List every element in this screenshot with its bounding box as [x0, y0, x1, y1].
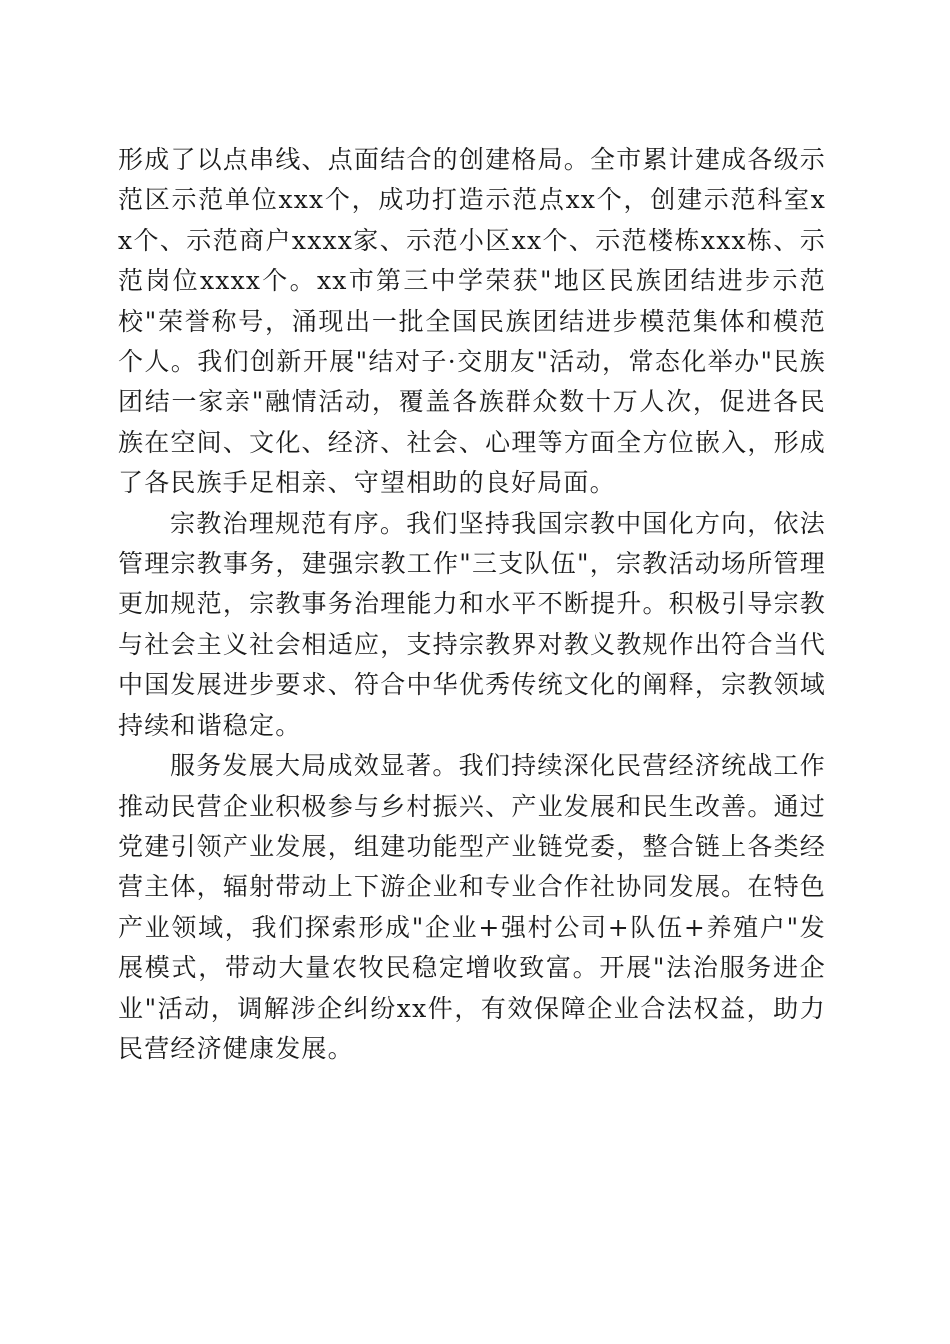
- document-body: [118, 140, 826, 1069]
- paragraph-development-service: 服务发展大局成效显著。我们持续深化民营经济统战工作推动民营企业积极参与乡村振兴、产业发展和民生改善。通过党建引领产业发展，组建功能型产业链党委，整合链上各类经营主体，辐射带动上下游企业和专业合作社协同发展。在特色产业领域，我们探索形成"企业+强村公司+队伍+养殖户"发展模式，带动大量农牧民稳定增收致富。开展"法治服务进企业"活动，调解涉企纠纷xx件，有效保障企业合法权益，助力民营经济健康发展。: [118, 751, 826, 1063]
- paragraph-religious-governance: 宗教治理规范有序。我们坚持我国宗教中国化方向，依法管理宗教事务，建强宗教工作"三支队伍"，宗教活动场所管理更加规范，宗教事务治理能力和水平不断提升。积极引导宗教与社会主义社会相适应，支持宗教界对教义教规作出符合当代中国发展进步要求、符合中华优秀传统文化的阐释，宗教领域持续和谐稳定。: [118, 508, 826, 740]
- paragraph-continued: 形成了以点串线、点面结合的创建格局。全市累计建成各级示范区示范单位xxx个，成功打造示范点xx个，创建示范科室xx个、示范商户xxxx家、示范小区xx个、示范楼栋xxx栋、示范岗位xxxx个。xx市第三中学荣获"地区民族团结进步示范校"荣誉称号，涌现出一批全国民族团结进步模范集体和模范个人。我们创新开展"结对子·交朋友"活动，常态化举办"民族团结一家亲"融情活动，覆盖各族群众数十万人次，促进各民族在空间、文化、经济、社会、心理等方面全方位嵌入，形成了各民族手足相亲、守望相助的良好局面。: [118, 145, 826, 498]
